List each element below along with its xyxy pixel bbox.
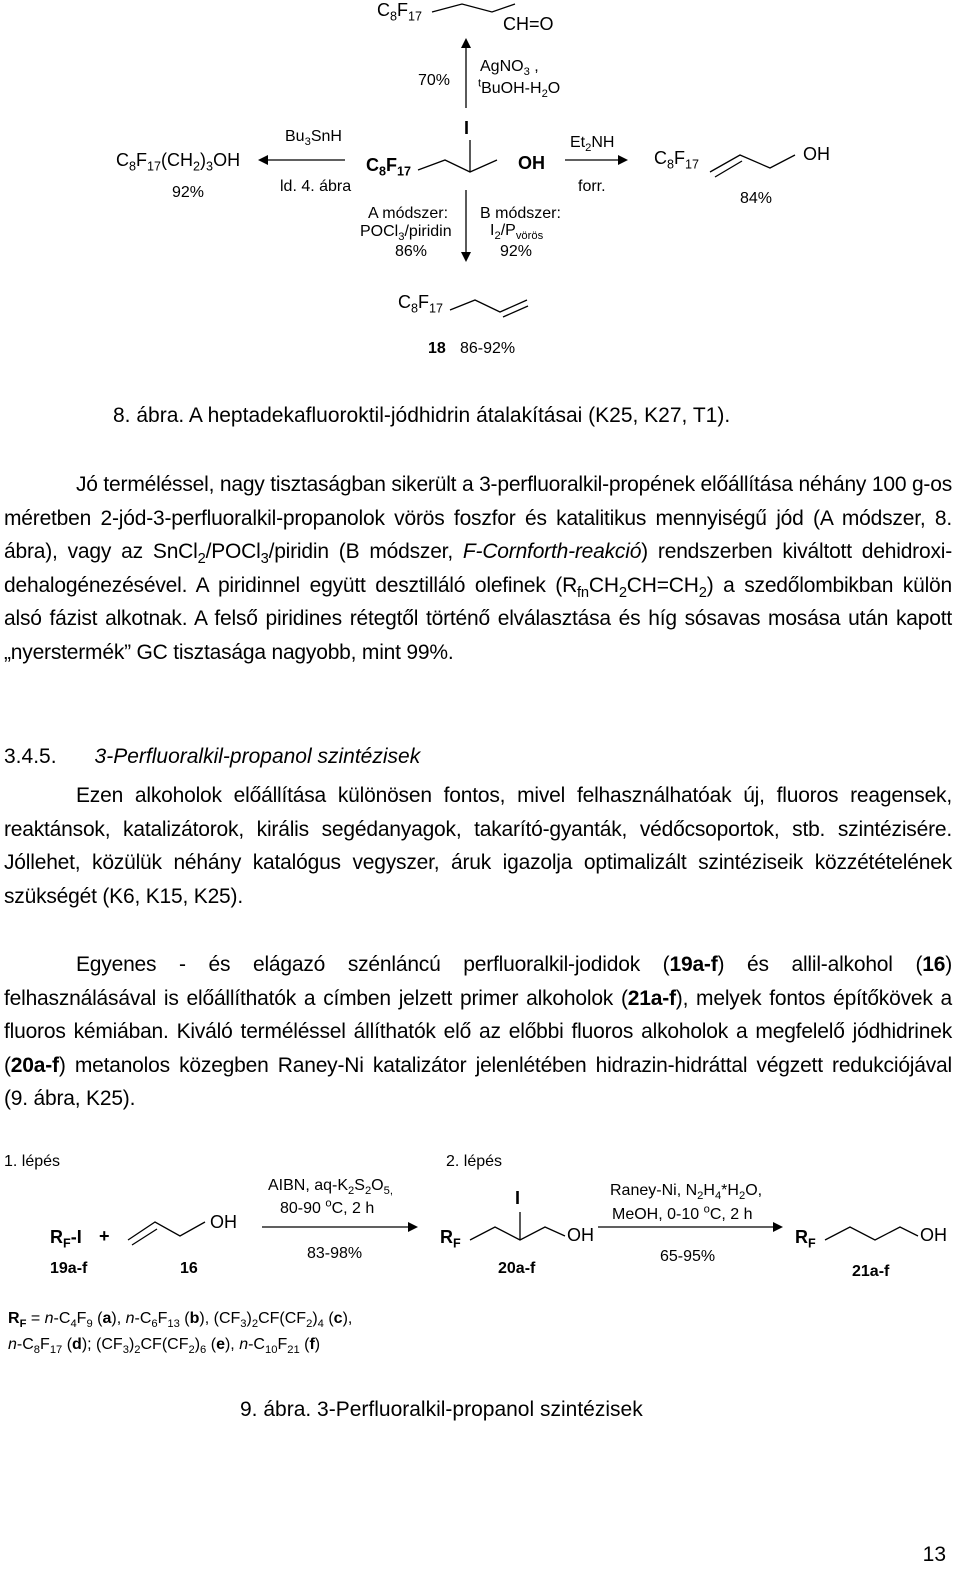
- page-number: 13: [922, 1543, 946, 1566]
- figure-9-caption: 9. ábra. 3-Perfluoralkil-propanol szintézisek: [240, 1398, 643, 1421]
- top-yield: 70%: [418, 72, 451, 89]
- left-reagent-1: $Bu_3SnH$: [285, 128, 342, 149]
- left-reagent-2: ld. 4. ábra: [280, 178, 352, 195]
- top-reagent-2: $^tBuOH-H_2O$: [478, 77, 561, 101]
- bottom-yield: 86-92%: [460, 340, 516, 357]
- rf-definition-line-1: $R_F = n-C_4F_9$ (a), $n-C_6F_{13}$ (b), $(CF_3)_2CF(CF_2)_4$ (c),: [8, 1310, 353, 1331]
- top-product-chain: $C_8F_{17}$: [377, 0, 423, 24]
- yield-1: 83-98%: [307, 1245, 363, 1262]
- condition-2-line-1: Raney-Ni, $N_2H_4*H_2O$,: [610, 1182, 763, 1203]
- compound-19-label: 19a-f: [50, 1260, 88, 1277]
- compound-20-label: 20a-f: [498, 1260, 536, 1277]
- method-b-yield: 92%: [500, 243, 533, 260]
- paragraph-1: Jó terméléssel, nagy tisztaságban sikerült a 3-perfluoralkil-propének előállítása néhány 100 g-os méretben 2-jód-3-perfluoralkil-propanolok vörös foszfor és katalitikus mennyiségű jód (A módszer, 8. ábra), vagy az SnCl$_2$/POCl$_3$/piridin (B módszer, F-Cornforth-reakció) rendszerben kiváltott dehidroxi-dehalogénezésével. A piridinnel együtt desztilláló olefinek $(R_{fn}CH_2CH=CH_2)$ a szedőlombikban külön alsó fázist alkotnak. A felső piridines rétegtől történő elválasztása és híg sósavas mosása után kapott „nyerstermék” GC tisztasága nagyobb, mint 99%.: [4, 473, 952, 664]
- right-reagent-1: $Et_2NH$: [570, 134, 615, 155]
- method-a-title: A módszer:: [368, 205, 449, 222]
- method-b-title: B módszer:: [480, 205, 561, 222]
- top-reagent-1: AgNO$_3$ ,: [480, 58, 539, 79]
- rf-iodide: $R_F-I$: [50, 1227, 82, 1251]
- paragraph-3: Egyenes - és elágazó szénláncú perfluoralkil-jodidok (19a-f) és allil-alkohol (16) felhasználásával is előállíthatók a címben jelzett primer alkoholok (21a-f), melyek fontos építőkövek a fluoros kémiában. Kiváló terméléssel állíthatók elő az előbbi fluoros alkoholok a megfelelő jódhidrinek (20a-f) metanolos közegben Raney-Ni katalizátor jelenlétében hidrazin-hidráttal végzett redukciójával (9. ábra, K25).: [4, 953, 952, 1111]
- right-product-oh: OH: [803, 144, 830, 164]
- section-number: 3.4.5.: [4, 745, 57, 768]
- iodine-20: I: [515, 1188, 521, 1208]
- method-b-reagent: $I_2/P_{vörös}$: [490, 222, 544, 243]
- rf-21: $R_F$: [795, 1227, 816, 1251]
- paragraph-2-text: Ezen alkoholok előállítása különösen fontos, mivel felhasználhatóak új, fluoros reagensek, reaktánsok, katalizátorok, királis segédanyagok, takarító-gyanták, védőcsoportok, stb. szintézisére. Jóllehet, közülük néhány katalógus vegyszer, áruk igazolja optimalizált szintéziseik közzétételének szükségét (K6, K15, K25).: [4, 784, 952, 908]
- center-iodine: I: [464, 118, 470, 138]
- step-1-label: 1. lépés: [4, 1153, 61, 1170]
- compound-18-label: 18: [428, 340, 446, 357]
- rf-definition-line-2: $n-C_8F_{17}$ (d); $(CF_3)_2CF(CF_2)_6$ (e), $n-C_{10}F_{21}$ (f): [8, 1336, 321, 1357]
- center-oh: OH: [518, 153, 545, 173]
- right-reagent-2: forr.: [578, 178, 606, 195]
- left-yield: 92%: [172, 184, 205, 201]
- oh-20: OH: [567, 1225, 594, 1245]
- left-product: $C_8F_{17}(CH_2)_3OH$: [116, 150, 241, 174]
- allyl-oh: OH: [210, 1212, 237, 1232]
- condition-2-line-2: MeOH, 0-10 $^o$C, 2 h: [612, 1203, 753, 1223]
- compound-16-label: 16: [180, 1260, 198, 1277]
- compound-21-label: 21a-f: [852, 1263, 890, 1280]
- yield-2: 65-95%: [660, 1248, 716, 1265]
- oh-21: OH: [920, 1225, 947, 1245]
- method-a-yield: 86%: [395, 243, 428, 260]
- figure-8-caption: 8. ábra. A heptadekafluoroktil-jódhidrin átalakításai (K25, K27, T1).: [113, 404, 731, 427]
- bottom-chain: $C_8F_{17}$: [398, 292, 444, 316]
- condition-1-line-2: 80-90 $^o$C, 2 h: [280, 1197, 375, 1217]
- plus-sign: +: [99, 1226, 110, 1246]
- section-title: 3-Perfluoralkil-propanol szintézisek: [94, 745, 421, 768]
- top-product-group: CH=O: [503, 14, 554, 34]
- rf-20: $R_F$: [440, 1227, 461, 1251]
- right-product-chain: $C_8F_{17}$: [654, 148, 700, 172]
- right-yield: 84%: [740, 190, 773, 207]
- center-chain: $C_8F_{17}$: [366, 155, 412, 179]
- step-2-label: 2. lépés: [446, 1153, 503, 1170]
- method-a-reagent: POCl$_3$/piridin: [360, 223, 452, 244]
- condition-1-line-1: AIBN, $aq-K_2S_2O_{5,}$: [268, 1177, 393, 1198]
